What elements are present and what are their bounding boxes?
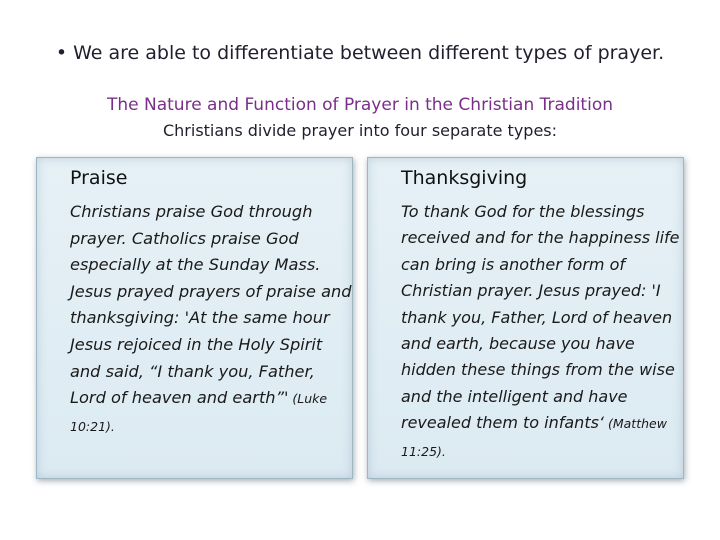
slide-title: The Nature and Function of Prayer in the Christian Tradition — [106, 95, 613, 115]
praise-panel — [36, 157, 353, 479]
thanksgiving-panel — [367, 157, 684, 479]
panel-heading: Praise — [70, 167, 128, 189]
panel-heading: Thanksgiving — [401, 167, 528, 189]
slide-subtitle: Christians divide prayer into four separate types: — [162, 121, 558, 140]
panel-body-text — [401, 199, 683, 465]
panel-body-text — [70, 199, 352, 440]
bullet-point-text: • We are able to differentiate between different types of prayer. — [55, 42, 665, 64]
panel-body-main: Christians praise God through prayer. Catholics praise God especially at the Sunday Mass. Jesus prayed prayers of praise and thanksgiving: 'At the same hour Jesus rejoiced in the Holy Spirit and said, “I thank you, Father, Lord of heaven and earth”' — [70, 202, 352, 408]
scripture-reference: (Matthew 11:25). — [401, 416, 667, 459]
scripture-reference: (Luke 10:21). — [70, 391, 328, 434]
panel-body-main: To thank God for the blessings received and for the happiness life can bring is another form of Christian prayer. Jesus prayed: 'I thank you, Father, Lord of heaven and earth, because you have hidden these things from the wise and the intelligent and have revealed them to infants‘ — [401, 202, 680, 433]
